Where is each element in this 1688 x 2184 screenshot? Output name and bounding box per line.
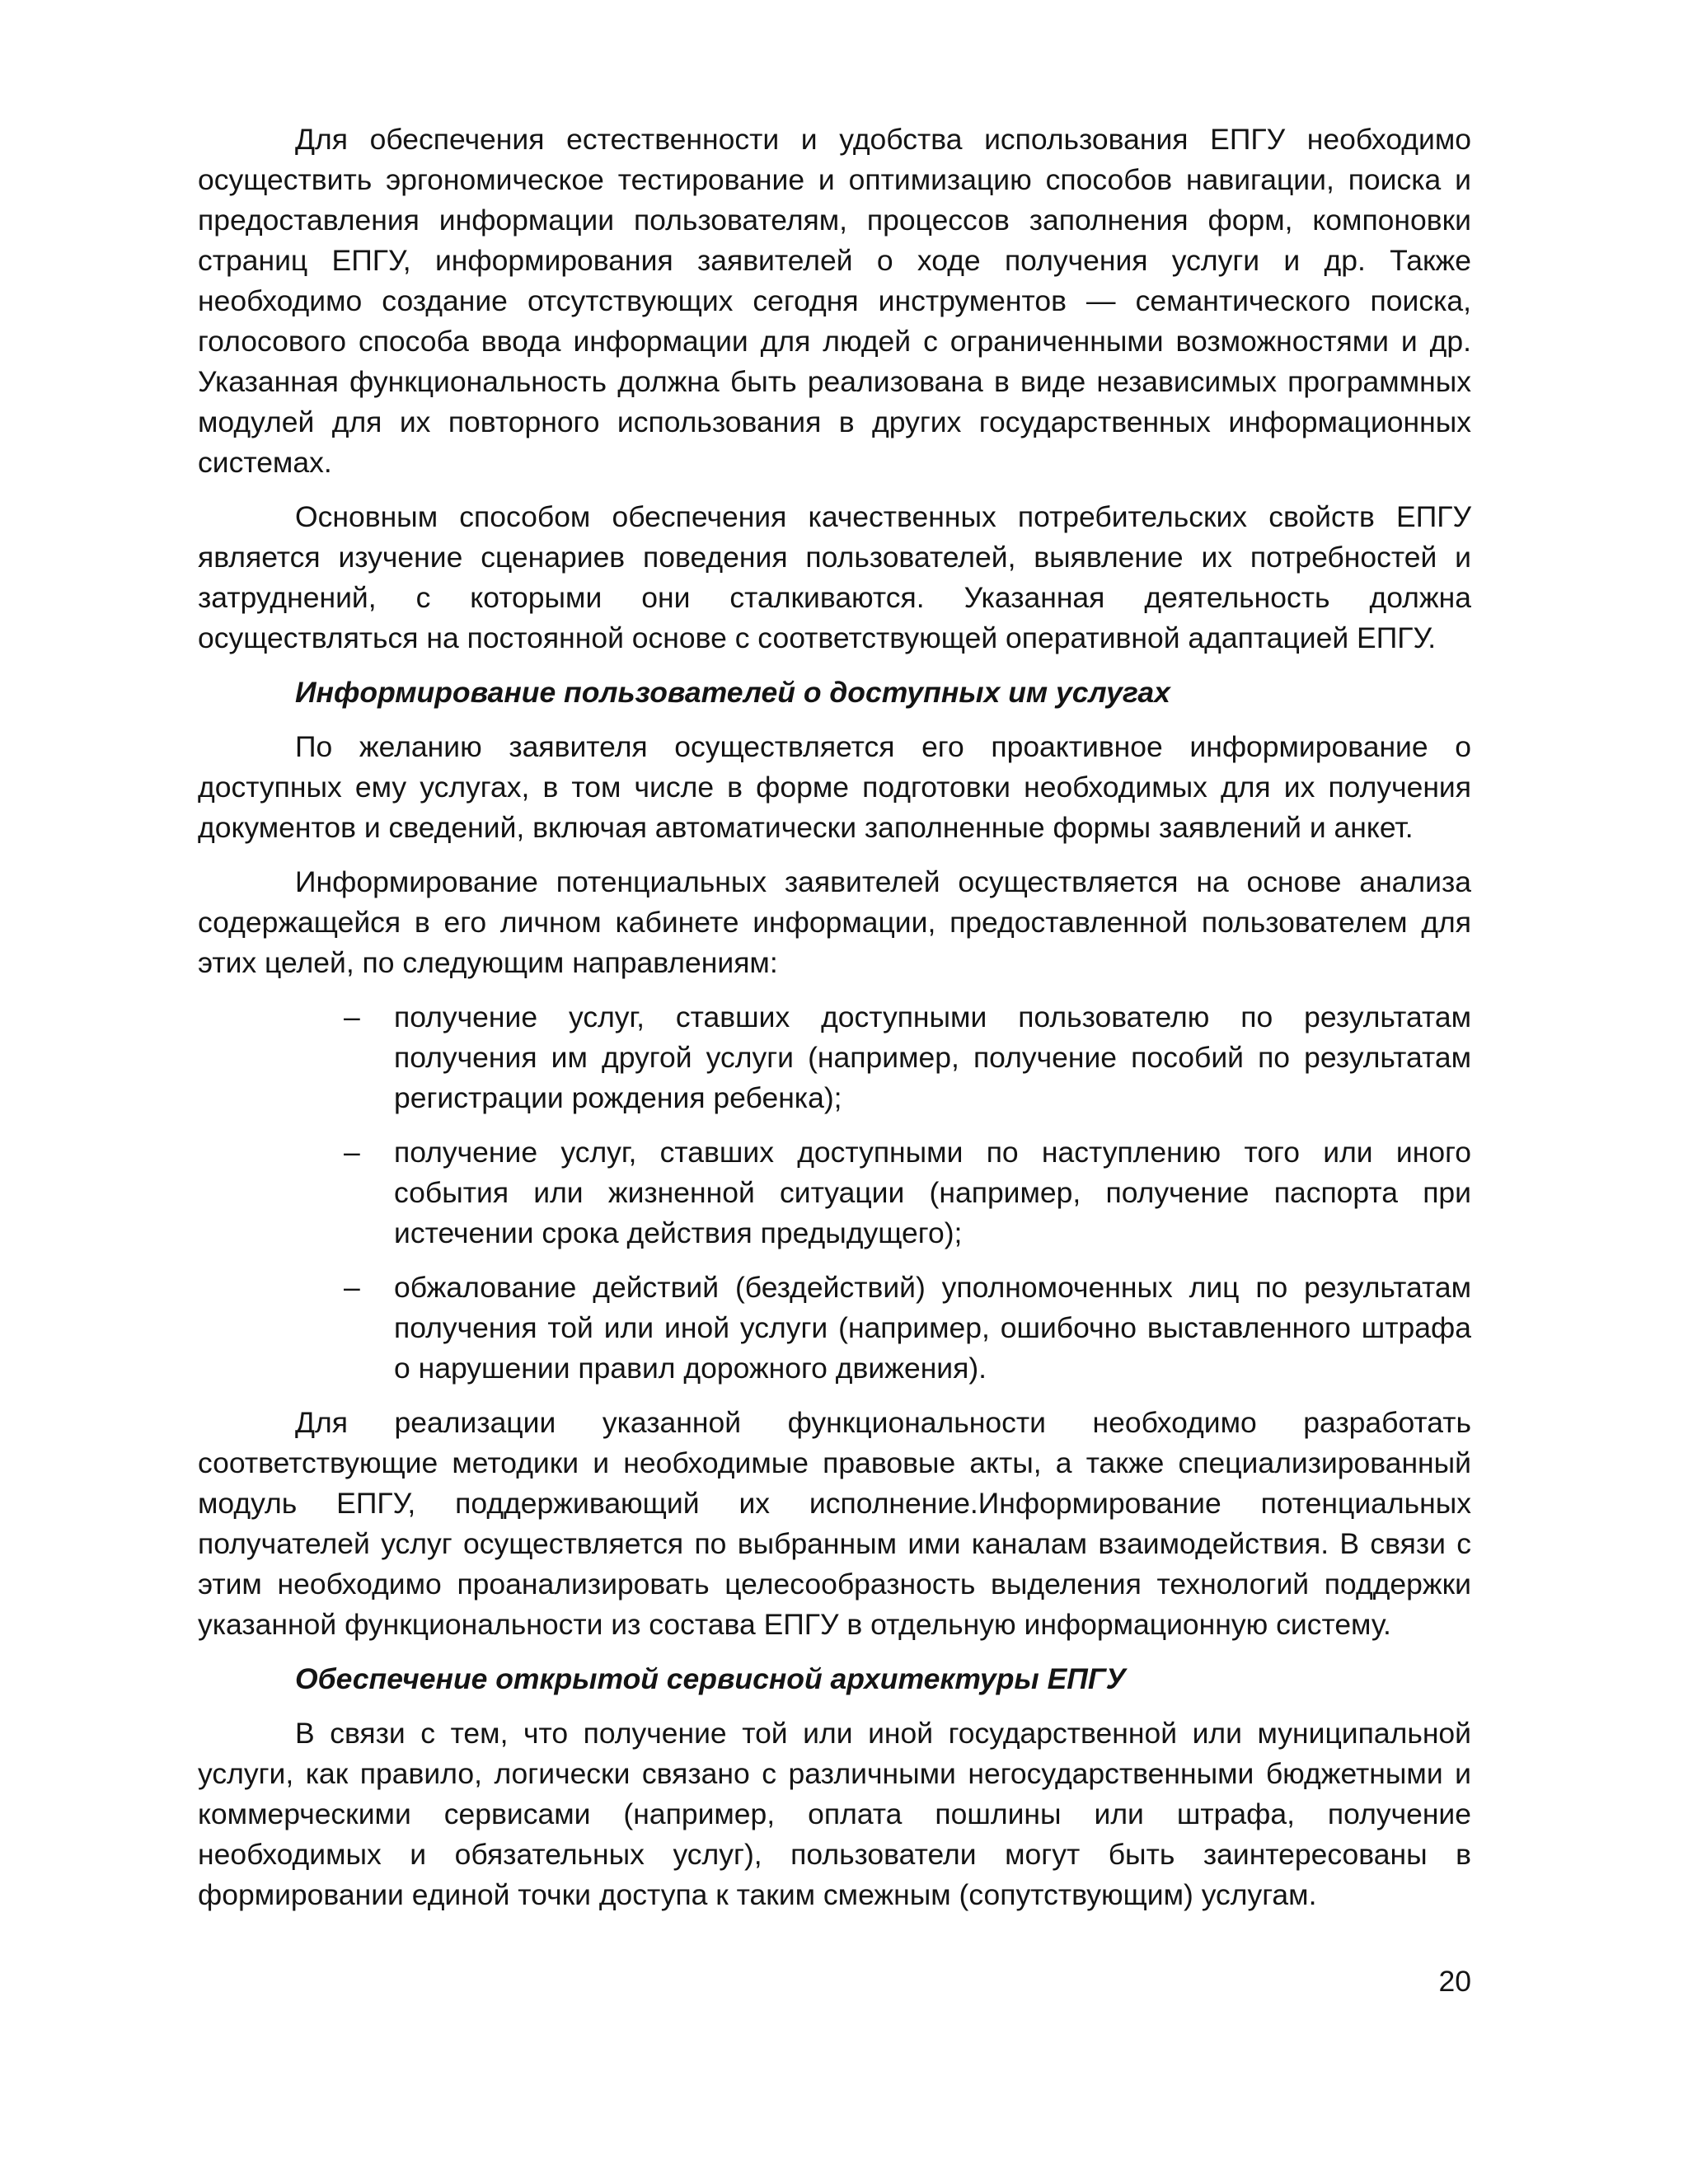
- list-item-text: получение услуг, ставших доступными по наступлению того или иного события или жизненной ситуации (например, получение паспорта при истечении срока действия предыдущего);: [394, 1136, 1471, 1249]
- list-dash-marker: –: [344, 1271, 360, 1304]
- list-dash-marker: –: [344, 1136, 360, 1169]
- list-item: [198, 997, 1471, 1118]
- section-heading-user-informing: Информирование пользователей о доступных им услугах: [295, 676, 1170, 709]
- document-page: [198, 120, 1471, 1929]
- list-item-text: обжалование действий (бездействий) уполномоченных лиц по результатам получения той или иной услуги (например, ошибочно выставленного штрафа о нарушении правил дорожного движения).: [394, 1271, 1471, 1385]
- paragraph-implementation: Для реализации указанной функциональности необходимо разработать соответствующие методики и необходимые правовые акты, а также специализированный модуль ЕПГУ, поддерживающий их исполнение.Информирование потенциальных получателей услуг осуществляется по выбранным ими каналам взаимодействия. В связи с этим необходимо проанализировать целесообразность выделения технологий поддержки указанной функциональности из состава ЕПГУ в отдельную информационную систему.: [198, 1406, 1471, 1641]
- page-number: 20: [1438, 1965, 1471, 1998]
- section-heading-open-architecture: Обеспечение открытой сервисной архитектуры ЕПГУ: [295, 1662, 1126, 1695]
- paragraph-single-access-point: В связи с тем, что получение той или иной государственной или муниципальной услуги, как правило, логически связано с различными негосударственными бюджетными и коммерческими сервисами (например, оплата пошлины или штрафа, получение необходимых и обязательных услуг), пользователи могут быть заинтересованы в формировании единой точки доступа к таким смежным (сопутствующим) услугам.: [198, 1717, 1471, 1911]
- list-item-text: получение услуг, ставших доступными пользователю по результатам получения им другой услуги (например, получение пособий по результатам регистрации рождения ребенка);: [394, 1001, 1471, 1114]
- paragraph-user-scenarios: Основным способом обеспечения качественных потребительских свойств ЕПГУ является изучение сценариев поведения пользователей, выявление их потребностей и затруднений, с которыми они сталкиваются. Указанная деятельность должна осуществляться на постоянной основе с соответствующей оперативной адаптацией ЕПГУ.: [198, 500, 1471, 654]
- directions-list: [198, 997, 1471, 1389]
- list-item: [198, 1268, 1471, 1389]
- paragraph-informing-directions: Информирование потенциальных заявителей осуществляется на основе анализа содержащейся в его личном кабинете информации, предоставленной пользователем для этих целей, по следующим направлениям:: [198, 865, 1471, 979]
- list-dash-marker: –: [344, 1001, 360, 1033]
- paragraph-ergonomics: Для обеспечения естественности и удобства использования ЕПГУ необходимо осуществить эргономическое тестирование и оптимизацию способов навигации, поиска и предоставления информации пользователям, процессов заполнения форм, компоновки страниц ЕПГУ, информирования заявителей о ходе получения услуги и др. Также необходимо создание отсутствующих сегодня инструментов — семантического поиска, голосового способа ввода информации для людей с ограниченными возможностями и др. Указанная функциональность должна быть реализована в виде независимых программных модулей для их повторного использования в других государственных информационных системах.: [198, 123, 1471, 479]
- paragraph-proactive-informing: По желанию заявителя осуществляется его проактивное информирование о доступных ему услугах, в том числе в форме подготовки необходимых для их получения документов и сведений, включая автоматически заполненные формы заявлений и анкет.: [198, 730, 1471, 844]
- list-item: [198, 1132, 1471, 1254]
